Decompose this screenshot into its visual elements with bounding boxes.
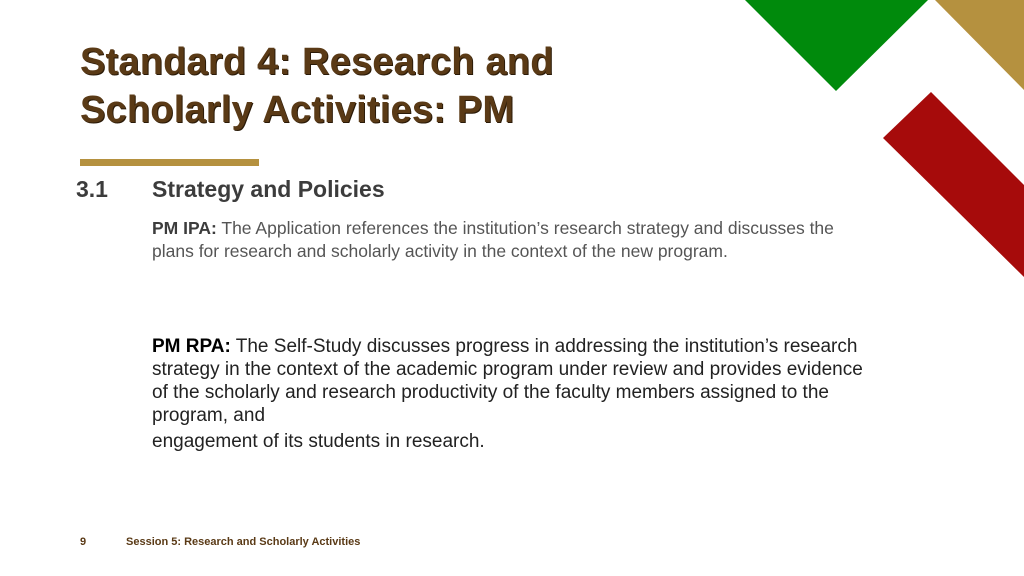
gold-diagonal-band	[935, 0, 1024, 90]
section-number: 3.1	[76, 176, 108, 202]
pm-rpa-text: The Self-Study discusses progress in addressing the institution’s research strategy in the context of the academic program under review and provides evidence of the scholarly and research productivity of the faculty members assigned to the program, and	[152, 336, 863, 426]
pm-rpa-last-line: engagement of its students in research.	[152, 431, 485, 452]
title-underline	[80, 159, 259, 166]
red-diagonal-band	[883, 92, 1024, 277]
section-title: Strategy and Policies	[152, 176, 385, 202]
green-triangle	[745, 0, 928, 91]
slide-title-line-2: Scholarly Activities: PM	[80, 89, 515, 131]
pm-ipa-text: The Application references the institution’s research strategy and discusses the plans for research and scholarly activity in the context of the new program.	[152, 218, 834, 261]
pm-ipa-label: PM IPA:	[152, 218, 217, 238]
footer-page-number: 9	[80, 536, 87, 548]
pm-rpa-paragraph	[152, 335, 864, 453]
footer-session-title: Session 5: Research and Scholarly Activities	[126, 536, 361, 548]
slide-title	[80, 38, 760, 134]
slide-title-line-1: Standard 4: Research and	[80, 41, 554, 83]
pm-rpa-label: PM RPA:	[152, 336, 231, 357]
pm-ipa-paragraph	[152, 217, 864, 263]
